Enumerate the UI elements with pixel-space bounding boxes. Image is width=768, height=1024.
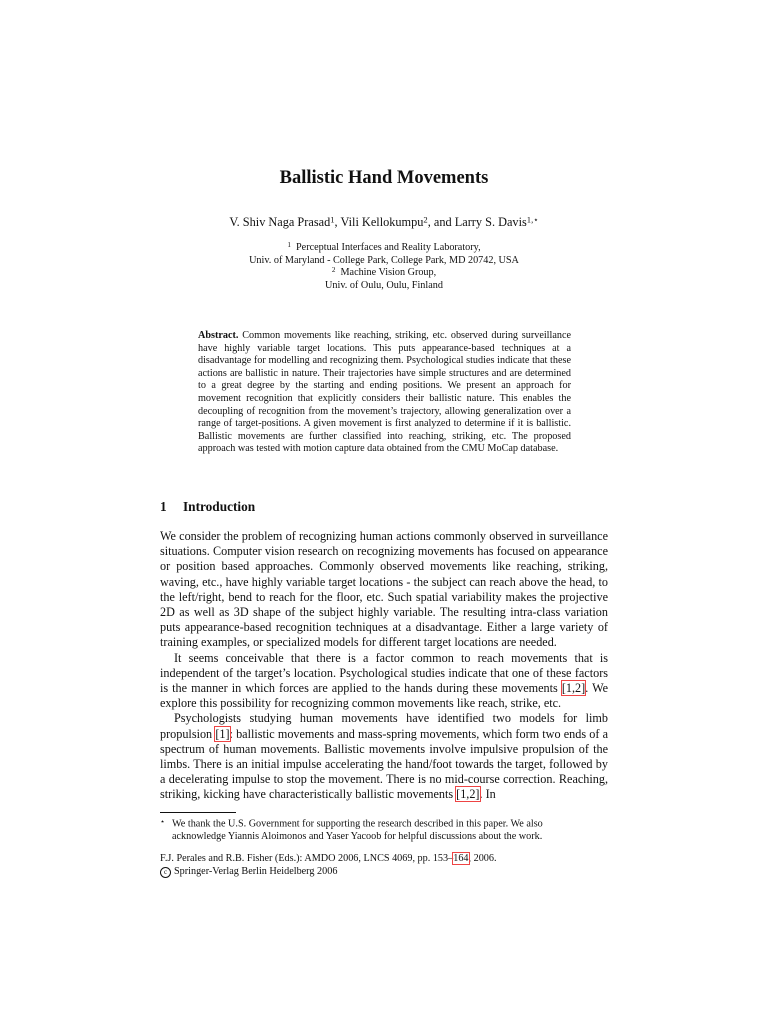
author-mark: 2 xyxy=(423,214,428,225)
affiliation-mark: 1 xyxy=(287,241,291,250)
affiliation-mark: 2 xyxy=(331,266,336,275)
author-name: V. Shiv Naga Prasad xyxy=(229,215,331,229)
abstract xyxy=(198,330,571,456)
paper-title: Ballistic Hand Movements xyxy=(279,168,489,188)
paragraph xyxy=(160,651,608,712)
publication-text: F.J. Perales and R.B. Fisher (Eds.): AMDO 2006, LNCS 4069, pp. 153– xyxy=(160,853,454,864)
affiliation-line xyxy=(0,280,768,293)
section-heading xyxy=(160,499,255,515)
author-separator: , and xyxy=(427,215,455,229)
footnote-mark: ⋆ xyxy=(160,817,166,826)
footnote-rule xyxy=(160,812,236,813)
section-title: Introduction xyxy=(183,499,256,514)
publication-info xyxy=(160,853,497,879)
abstract-label: Abstract. xyxy=(198,330,239,341)
paragraph: We consider the problem of recognizing human actions commonly observed in surveillance situations. Computer vision research on recognizing movements has focused on appearance or position based approaches. Commonly observed movements like reaching, striking, waving, etc., have highly variable target locations - the subject can reach above the head, to the left/right, bend to reach for the floor, etc. Such spatial variability makes the projective 2D as well as 3D shape of the subject highly variable. The resulting intra-class variation puts appearance-based recognition techniques at a disadvantage. Either a large variety of training examples, or specialized models for different target locations are needed. xyxy=(160,529,608,650)
paragraph-text: . In xyxy=(479,787,496,802)
copyright-line xyxy=(160,866,497,879)
affiliation-text: Univ. of Maryland - College Park, College Park, MD 20742, USA xyxy=(249,254,519,266)
citation-link[interactable]: [1] xyxy=(215,726,230,741)
paragraph-text: Psychologists studying human movements have identified two models for limb propulsion xyxy=(160,711,608,741)
footnote-text: We thank the U.S. Government for supporting the research described in this paper. We also xyxy=(172,818,543,830)
section-number: 1 xyxy=(160,499,167,514)
paragraph-text: It seems conceivable that there is a factor common to reach movements that is independent of the target’s location. Psychological studies indicate that one of these factors is the manner in which forces are applied to the hands during these movements xyxy=(160,650,608,696)
paragraph xyxy=(160,711,608,802)
publication-line xyxy=(160,853,497,866)
citation-link[interactable]: [1,2] xyxy=(561,681,586,696)
affiliation-line xyxy=(0,267,768,280)
copyright-icon: c xyxy=(160,867,171,878)
affiliation-text: Machine Vision Group, xyxy=(340,267,437,279)
page-link[interactable]: 164 xyxy=(453,853,469,864)
citation-link[interactable]: [1,2] xyxy=(456,787,480,802)
paragraph-text: . We explore this possibility for recognizing common movements like reach, strike, etc. xyxy=(160,681,609,711)
publication-text: , 2006. xyxy=(468,853,497,864)
affiliation-text: Univ. of Oulu, Oulu, Finland xyxy=(325,279,443,291)
body-text xyxy=(160,529,608,803)
author-separator: , xyxy=(334,215,341,229)
author-mark: 1,⋆ xyxy=(526,214,539,225)
copyright-text: Springer-Verlag Berlin Heidelberg 2006 xyxy=(174,865,338,877)
author-mark: 1 xyxy=(330,214,335,225)
paragraph-text: : ballistic movements and mass-spring movements, which form two ends of a spectrum of human movements. Ballistic movements involve impulsive propulsion of the limbs. There is an initial impulse accelerating the hand/foot towards the target, followed by a decelerating impulse to stop the movement. There is no mid-course correction. Reaching, striking, kicking have characteristically ballistic movements xyxy=(160,726,608,802)
author-list xyxy=(0,215,768,230)
footnote-text: acknowledge Yiannis Aloimonos and Yaser Yacoob for helpful discussions about the work. xyxy=(172,830,543,842)
affiliation-text: Perceptual Interfaces and Reality Laboratory, xyxy=(296,242,481,253)
affiliation-line xyxy=(0,242,768,255)
affiliations xyxy=(0,242,768,292)
author-name: Vili Kellokumpu xyxy=(340,215,424,229)
footnote xyxy=(160,816,608,844)
abstract-text: Common movements like reaching, striking, etc. observed during surveillance have highly variable target locations. This puts appearance-based techniques at a disadvantage for modelling and recognizing them. Psychological studies indicate that these actions are ballistic in nature. Their trajectories have simple structures and are determined to a great degree by the starting and ending positions. We present an approach for movement recognition that explicitly considers their ballistic nature. This enables the decoupling of recognition from the movement’s trajectory, allowing generalization over a range of target-positions. A given movement is first analyzed to determine if it is ballistic. Ballistic movements are further classified into reaching, striking, etc. The proposed approach was tested with motion capture data obtained from the CMU MoCap database. xyxy=(198,330,572,455)
author-name: Larry S. Davis xyxy=(454,215,527,229)
affiliation-line xyxy=(0,255,768,268)
